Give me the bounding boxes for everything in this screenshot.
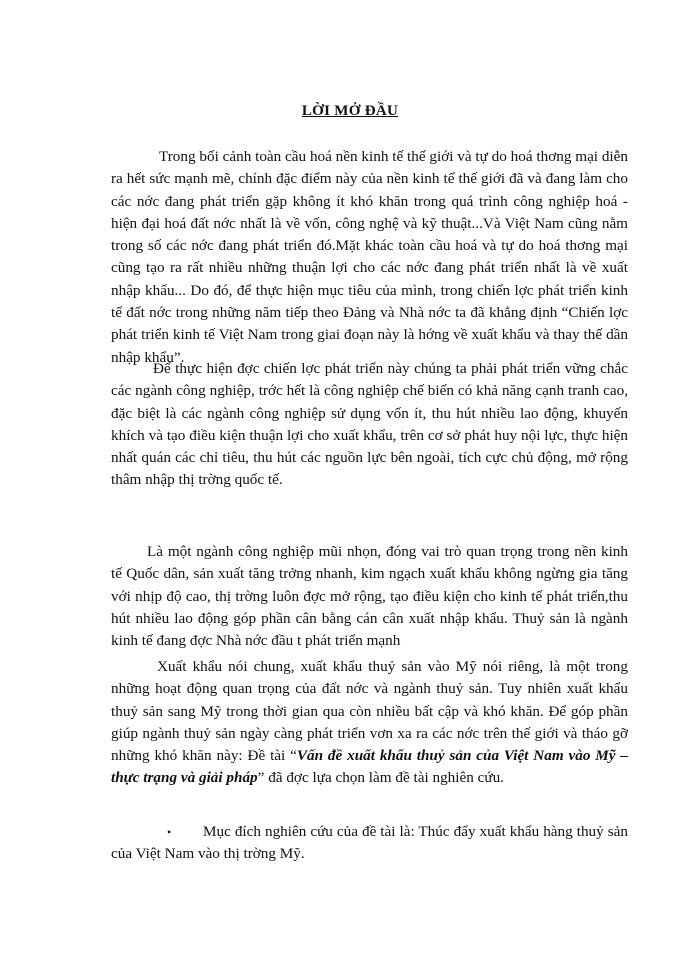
paragraph-3: Là một ngành công nghiệp mũi nhọn, đóng vai trò quan trọng trong nền kinh tế Quốc dân, sản xuất tăng trởng nhanh, kim ngạch xuất khẩu không ngừng gia tăng với nhịp độ cao, thị trờng luôn đợc mở rộng, tạo điều kiện cho kinh tế phát triển,thu hút nhiều lao động góp phần cân bằng cán cân xuất nhập khẩu. Thuỷ sản là ngành kinh tế đang đợc Nhà nớc đầu t phát triển mạnh — [111, 543, 628, 650]
paragraph-4-start: Xuất khẩu nói chung, xuất khẩu thuỷ sản vào Mỹ nói riêng, là một trong những hoạt động quan trọng của đất nớc và ngành thuỷ sản. Tuy nhiên xuất khẩu thuỷ sản sang Mỹ trong thời gian qua còn nhiều bất cập và khó khăn. Để góp phần giúp ngành thuỷ sản ngày càng phát triển vơn xa ra các nớc trên thế giới và tháo gỡ những khó khăn này: Đề tài “ — [111, 658, 628, 765]
bullet-icon: • — [167, 825, 172, 839]
paragraph-2: Để thực hiện đợc chiến lợc phát triển này chúng ta phải phát triển vững chắc các ngành công nghiệp, trớc hết là công nghiệp chế biến có khả năng cạnh tranh cao, đặc biệt là các ngành công nghiệp sử dụng vốn ít, thu hút nhiều lao động, khuyến khích và tạo điều kiện thuận lợi cho xuất khẩu, trên cơ sở phát huy nội lực, thực hiện nhất quán các chỉ tiêu, thu hút các nguồn lực bên ngoài, tích cực chủ động, mở rộng thâm nhập thị trờng quốc tế. — [111, 360, 628, 489]
research-purpose-bullet — [111, 821, 628, 866]
research-purpose-text: Mục đích nghiên cứu của đề tài là: Thúc đẩy xuất khẩu hàng thuỷ sản của Việt Nam vào thị trờng Mỹ. — [111, 823, 628, 863]
paragraph-4 — [111, 656, 628, 790]
paragraph-4-end: ” đã đợc lựa chọn làm đề tài nghiên cứu. — [257, 769, 504, 787]
research-topic-title: Vấn đề xuất khẩu thuỷ sản của Việt Nam vào Mỹ –thực trạng và giải pháp — [111, 747, 628, 787]
paragraph-1: Trong bối cảnh toàn cầu hoá nền kinh tế thế giới và tự do hoá thơng mại diễn ra hết sức mạnh mẽ, chính đặc điểm này của nền kinh tế thế giới đã và đang làm cho các nớc đang phát triển gặp không ít khó khăn trong quá trình công nghiệp hoá - hiện đại hoá đất nớc nhất là về vốn, công nghệ và kỹ thuật...Và Việt Nam cũng nằm trong số các nớc đang phát triển đó.Mặt khác toàn cầu hoá và tự do hoá thơng mại cũng tạo ra rất nhiều những thuận lợi cho các nớc đang phát triển nhất là về xuất nhập khẩu... Do đó, để thực hiện mục tiêu của mình, trong chiến lợc phát triển kinh tế đất nớc trong những năm tiếp theo Đảng và Nhà nớc ta đã khẳng định “Chiến lợc phát triển kinh tế Việt Nam trong giai đoạn này là hớng về xuất khẩu và thay thế dần nhập khẩu”. — [111, 148, 628, 366]
document-title: LỜI MỞ ĐẦU — [301, 103, 399, 119]
